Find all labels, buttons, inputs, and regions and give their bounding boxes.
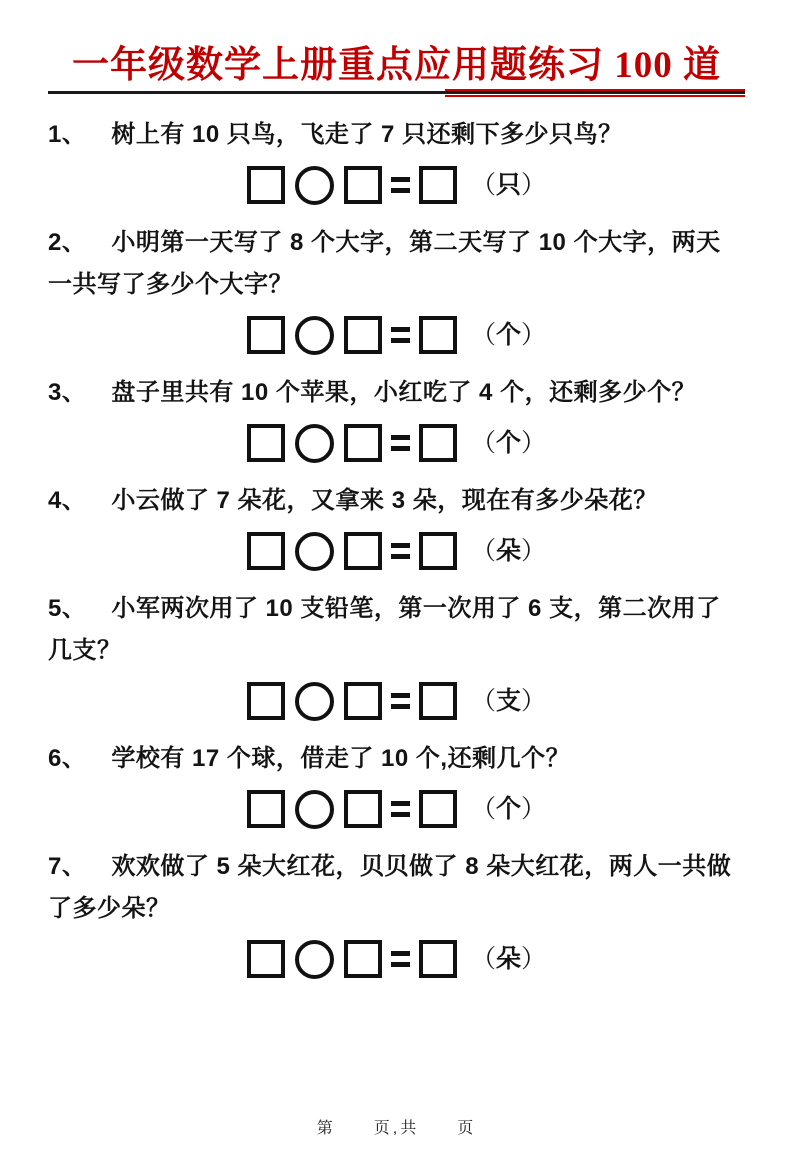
- open-paren: （: [470, 945, 496, 973]
- question-2: [48, 222, 745, 355]
- question-number: 4、: [48, 487, 87, 514]
- question-line-2: 了多少朵？: [48, 895, 171, 922]
- unit-character: 朵: [495, 536, 521, 565]
- question-line-1: 欢欢做了 5 朵大红花，贝贝做了 8 朵大红花，两人一共做: [111, 853, 732, 880]
- question-line-2: 一共写了多少个大字？: [48, 271, 293, 298]
- answer-box-right[interactable]: [344, 424, 382, 462]
- open-paren: （: [470, 321, 496, 349]
- close-paren: ）: [521, 945, 547, 973]
- question-text: [48, 738, 745, 780]
- question-7: [48, 846, 745, 979]
- open-paren: （: [470, 537, 496, 565]
- equals-sign: [391, 327, 410, 343]
- answer-box-right[interactable]: [344, 682, 382, 720]
- question-text: [48, 846, 745, 888]
- page-title: 一年级数学上册重点应用题练习 100 道: [72, 45, 721, 86]
- answer-box-result[interactable]: [419, 682, 457, 720]
- close-paren: ）: [521, 795, 547, 823]
- answer-box-right[interactable]: [344, 166, 382, 204]
- answer-box-result[interactable]: [419, 424, 457, 462]
- question-text: [48, 372, 745, 414]
- unit-label: [471, 423, 546, 464]
- title-rule-red-segment: [445, 89, 745, 97]
- unit-label: [471, 789, 546, 830]
- close-paren: ）: [521, 687, 547, 715]
- operator-circle[interactable]: [295, 790, 334, 829]
- title-rule: [48, 91, 745, 94]
- question-line-1: 小云做了 7 朵花，又拿来 3 朵，现在有多少朵花？: [111, 487, 658, 514]
- close-paren: ）: [521, 171, 547, 199]
- answer-box-left[interactable]: [247, 532, 285, 570]
- question-list: [48, 114, 745, 979]
- operator-circle[interactable]: [295, 682, 334, 721]
- answer-box-right[interactable]: [344, 316, 382, 354]
- answer-row: [48, 315, 745, 355]
- answer-box-left[interactable]: [247, 424, 285, 462]
- equals-sign: [391, 801, 410, 817]
- footer-page-label: 第 页,共 页: [316, 1120, 477, 1137]
- operator-circle[interactable]: [295, 316, 334, 355]
- answer-row: [48, 939, 745, 979]
- answer-box-right[interactable]: [344, 532, 382, 570]
- answer-box-left[interactable]: [247, 682, 285, 720]
- question-line-1: 盘子里共有 10 个苹果，小红吃了 4 个，还剩多少个？: [111, 379, 697, 406]
- answer-box-result[interactable]: [419, 532, 457, 570]
- unit-label: [471, 165, 546, 206]
- answer-box-right[interactable]: [344, 940, 382, 978]
- answer-row: [48, 681, 745, 721]
- equals-sign: [391, 435, 410, 451]
- answer-box-left[interactable]: [247, 166, 285, 204]
- page-header: [48, 44, 745, 94]
- question-3: [48, 372, 745, 463]
- question-number: 7、: [48, 853, 87, 880]
- equals-sign: [391, 543, 410, 559]
- unit-character: 朵: [495, 944, 521, 973]
- question-1: [48, 114, 745, 205]
- answer-row: [48, 531, 745, 571]
- answer-row: [48, 165, 745, 205]
- answer-box-left[interactable]: [247, 316, 285, 354]
- equals-sign: [391, 693, 410, 709]
- close-paren: ）: [521, 321, 547, 349]
- close-paren: ）: [521, 429, 547, 457]
- answer-row: [48, 789, 745, 829]
- operator-circle[interactable]: [295, 424, 334, 463]
- question-number: 3、: [48, 379, 87, 406]
- question-5: [48, 588, 745, 721]
- answer-box-right[interactable]: [344, 790, 382, 828]
- answer-box-left[interactable]: [247, 940, 285, 978]
- question-text: [48, 588, 745, 630]
- unit-character: 个: [495, 320, 521, 349]
- question-number: 6、: [48, 745, 87, 772]
- equals-sign: [391, 177, 410, 193]
- question-text: [48, 222, 745, 264]
- open-paren: （: [470, 687, 496, 715]
- answer-box-left[interactable]: [247, 790, 285, 828]
- operator-circle[interactable]: [295, 940, 334, 979]
- answer-box-result[interactable]: [419, 166, 457, 204]
- question-6: [48, 738, 745, 829]
- open-paren: （: [470, 171, 496, 199]
- question-4: [48, 480, 745, 571]
- question-text: [48, 114, 745, 156]
- unit-label: [471, 531, 546, 572]
- answer-box-result[interactable]: [419, 790, 457, 828]
- question-line-1: 小军两次用了 10 支铅笔，第一次用了 6 支，第二次用了: [111, 595, 721, 622]
- unit-character: 个: [495, 428, 521, 457]
- answer-box-result[interactable]: [419, 316, 457, 354]
- unit-character: 支: [495, 686, 521, 715]
- question-number: 1、: [48, 121, 87, 148]
- question-number: 5、: [48, 595, 87, 622]
- question-line-1: 树上有 10 只鸟，飞走了 7 只还剩下多少只鸟？: [111, 121, 623, 148]
- question-line-1: 小明第一天写了 8 个大字，第二天写了 10 个大字，两天: [111, 229, 721, 256]
- unit-label: [471, 681, 546, 722]
- answer-box-result[interactable]: [419, 940, 457, 978]
- question-text: [48, 480, 745, 522]
- question-number: 2、: [48, 229, 87, 256]
- page-footer: [0, 1115, 793, 1138]
- operator-circle[interactable]: [295, 166, 334, 205]
- unit-character: 只: [495, 170, 521, 199]
- page: [0, 44, 793, 979]
- unit-label: [471, 939, 546, 980]
- question-line-2: 几支？: [48, 637, 122, 664]
- operator-circle[interactable]: [295, 532, 334, 571]
- question-line-1: 学校有 17 个球，借走了 10 个,还剩几个？: [111, 745, 571, 772]
- close-paren: ）: [521, 537, 547, 565]
- open-paren: （: [470, 429, 496, 457]
- open-paren: （: [470, 795, 496, 823]
- answer-row: [48, 423, 745, 463]
- unit-label: [471, 315, 546, 356]
- unit-character: 个: [495, 794, 521, 823]
- equals-sign: [391, 951, 410, 967]
